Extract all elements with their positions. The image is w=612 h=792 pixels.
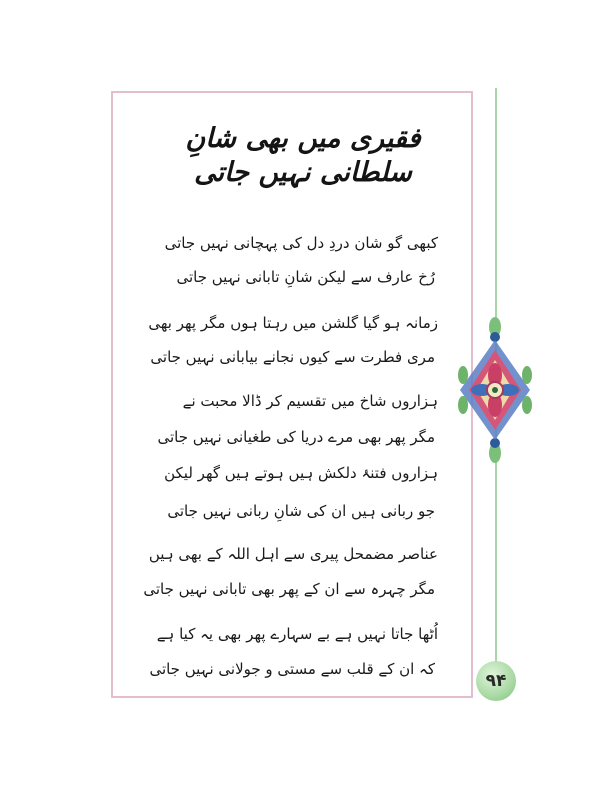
stanza-4-line-1: ہزاروں فتنۂ دلکش ہیں ہوتے ہیں گھر لیکن [164,464,438,482]
stanza-1-line-1: کبھی گو شان دردِ دل کی پہچانی نہیں جاتی [164,234,438,252]
stanza-5-line-2: مگر چہرہ سے ان کے پھر بھی تابانی نہیں جاتی [143,580,435,598]
stanza-1-line-2: رُخ عارف سے لیکن شانِ تابانی نہیں جاتی [176,268,435,286]
stanza-6-line-2: کہ ان کے قلب سے مستی و جولانی نہیں جاتی [149,660,435,678]
page-number-badge: ۹۴ [476,661,516,701]
stanza-3-line-2: مگر پھر بھی مرے دریا کی طغیانی نہیں جاتی [157,428,435,446]
stanza-5-line-1: عناصر مضمحل پیری سے اہل اللہ کے بھی ہیں [148,545,438,563]
poem-title: فقیری میں بھی شانِ سلطانی نہیں جاتی [185,123,421,188]
stanza-6-line-1: اُٹھا جاتا نہیں ہے بے سہارے پھر بھی یہ کیا ہے [156,625,438,643]
stanza-4-line-2: جو ربانی ہیں ان کی شانِ ربانی نہیں جاتی [167,502,435,520]
stanza-2-line-2: مری فطرت سے کیوں نجانے بیابانی نہیں جاتی [150,348,435,366]
floral-medallion-icon [455,315,535,465]
stanza-2-line-1: زمانہ ہو گیا گلشن میں رہتا ہوں مگر پھر بھی [148,314,438,332]
stanza-3-line-1: ہزاروں شاخ میں تقسیم کر ڈالا محبت نے [182,392,438,410]
